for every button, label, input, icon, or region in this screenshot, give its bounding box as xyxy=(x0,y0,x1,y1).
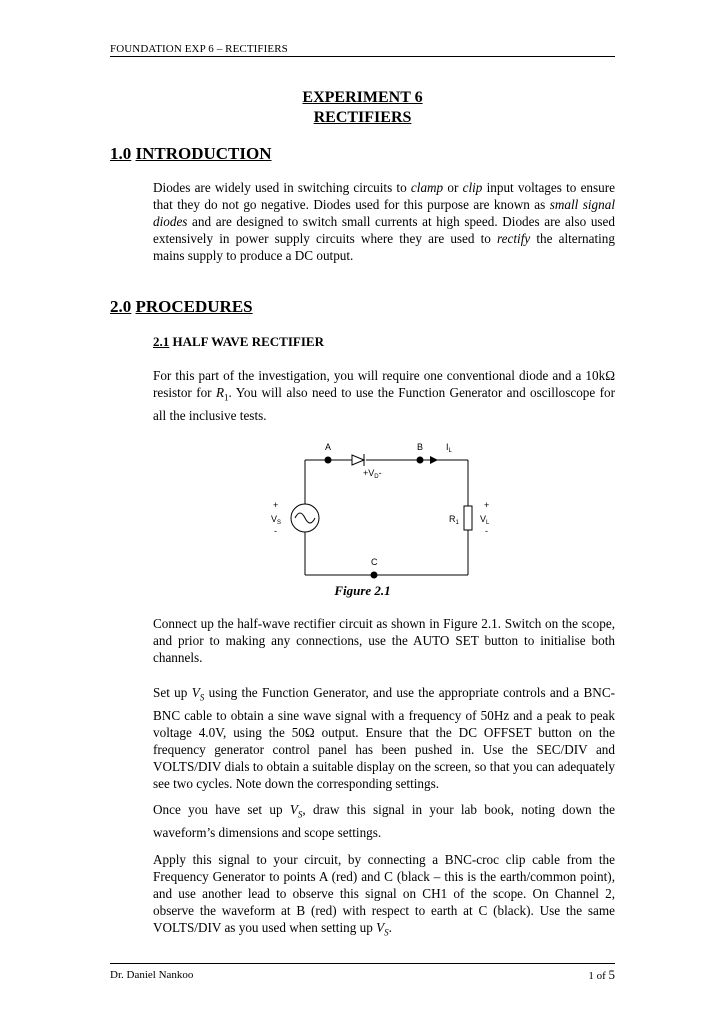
resistor-icon xyxy=(464,506,472,530)
running-header: FOUNDATION EXP 6 – RECTIFIERS xyxy=(110,43,288,55)
node-c-dot xyxy=(371,572,378,579)
procedure-paragraph-apply: Apply this signal to your circuit, by connecting a BNC-croc clip cable from the Frequency Generator to points A (red) and C (black – this is the earth/common point), and use another lead to observe this signal on CH1 of the scope. On Channel 2, observe the waveform at B (red) with respect to earth at C (black). Use the same VOLTS/DIV as you used when setting up $V_S$. xyxy=(153,852,615,938)
diode-icon xyxy=(352,455,364,465)
load-voltage-label: $V_L$ xyxy=(480,514,490,526)
figure-caption: Figure 2.1 xyxy=(334,583,391,598)
node-b-dot xyxy=(417,457,424,464)
footer-author: Dr. Daniel Nankoo xyxy=(110,969,194,981)
section-heading-introduction: 1.0 INTRODUCTION xyxy=(110,144,272,163)
procedure-paragraph-setup: Set up $V_S$ using the Function Generator, and use the appropriate controls and a BNC-BNC cable to obtain a sine wave signal with a frequency of 50Hz and a peak to peak voltage 4.0V, using the 50Ω output. Ensure that the DC OFFSET button on the frequency generator control panel has been pushed in. Use the SEC/DIV and VOLTS/DIV dials to obtain a suitable display on the screen, so that you can adequately see two cycles. Note down the corresponding settings. xyxy=(153,685,616,791)
section-heading-procedures: 2.0 PROCEDURES xyxy=(110,297,253,316)
load-plus-label: + xyxy=(484,500,490,510)
current-label: $I_L$ xyxy=(446,442,452,454)
procedure-paragraph-draw: Once you have set up $V_S$, draw this signal in your lab book, noting down the waveform’s dimensions and scope settings. xyxy=(153,802,615,840)
load-minus-label: - xyxy=(485,526,488,536)
node-a-dot xyxy=(325,457,332,464)
node-a-label: A xyxy=(325,442,332,452)
source-minus-label: - xyxy=(274,526,277,536)
node-c-label: C xyxy=(371,557,378,567)
diode-voltage-label: $+V_D-$ xyxy=(363,468,382,480)
experiment-title: EXPERIMENT 6 xyxy=(302,89,423,106)
current-arrow-icon xyxy=(430,456,438,464)
footer-rule xyxy=(110,963,615,964)
page-number: 1 of 5 xyxy=(588,967,615,982)
experiment-subtitle: RECTIFIERS xyxy=(313,109,412,126)
half-wave-rectifier-circuit xyxy=(240,436,520,586)
sine-wave-icon xyxy=(295,513,315,523)
procedure-paragraph-requirements: For this part of the investigation, you will require one conventional diode and a 10kΩ resistor for $R_1$. You will also need to use the Function Generator and oscilloscope for all the inclusive tests. xyxy=(153,368,616,423)
resistor-label: $R_1$ xyxy=(449,514,459,526)
source-voltage-label: $V_S$ xyxy=(271,514,282,526)
header-rule xyxy=(110,56,615,57)
source-plus-label: + xyxy=(273,500,279,510)
subsection-heading-half-wave: 2.1 HALF WAVE RECTIFIER xyxy=(153,334,324,349)
procedure-paragraph-connect: Connect up the half-wave rectifier circuit as shown in Figure 2.1. Switch on the scope, and prior to making any connections, use the AUTO SET button to initialise both channels. xyxy=(153,616,615,665)
node-b-label: B xyxy=(417,442,424,452)
intro-paragraph: Diodes are widely used in switching circuits to clamp or clip input voltages to ensure that they do not go negative. Diodes used for this purpose are known as small signal diodes and are designed to switch small currents at high speed. Diodes are also used extensively in power supply circuits where they are used to rectify the alternating mains supply to produce a DC output. xyxy=(153,180,615,263)
